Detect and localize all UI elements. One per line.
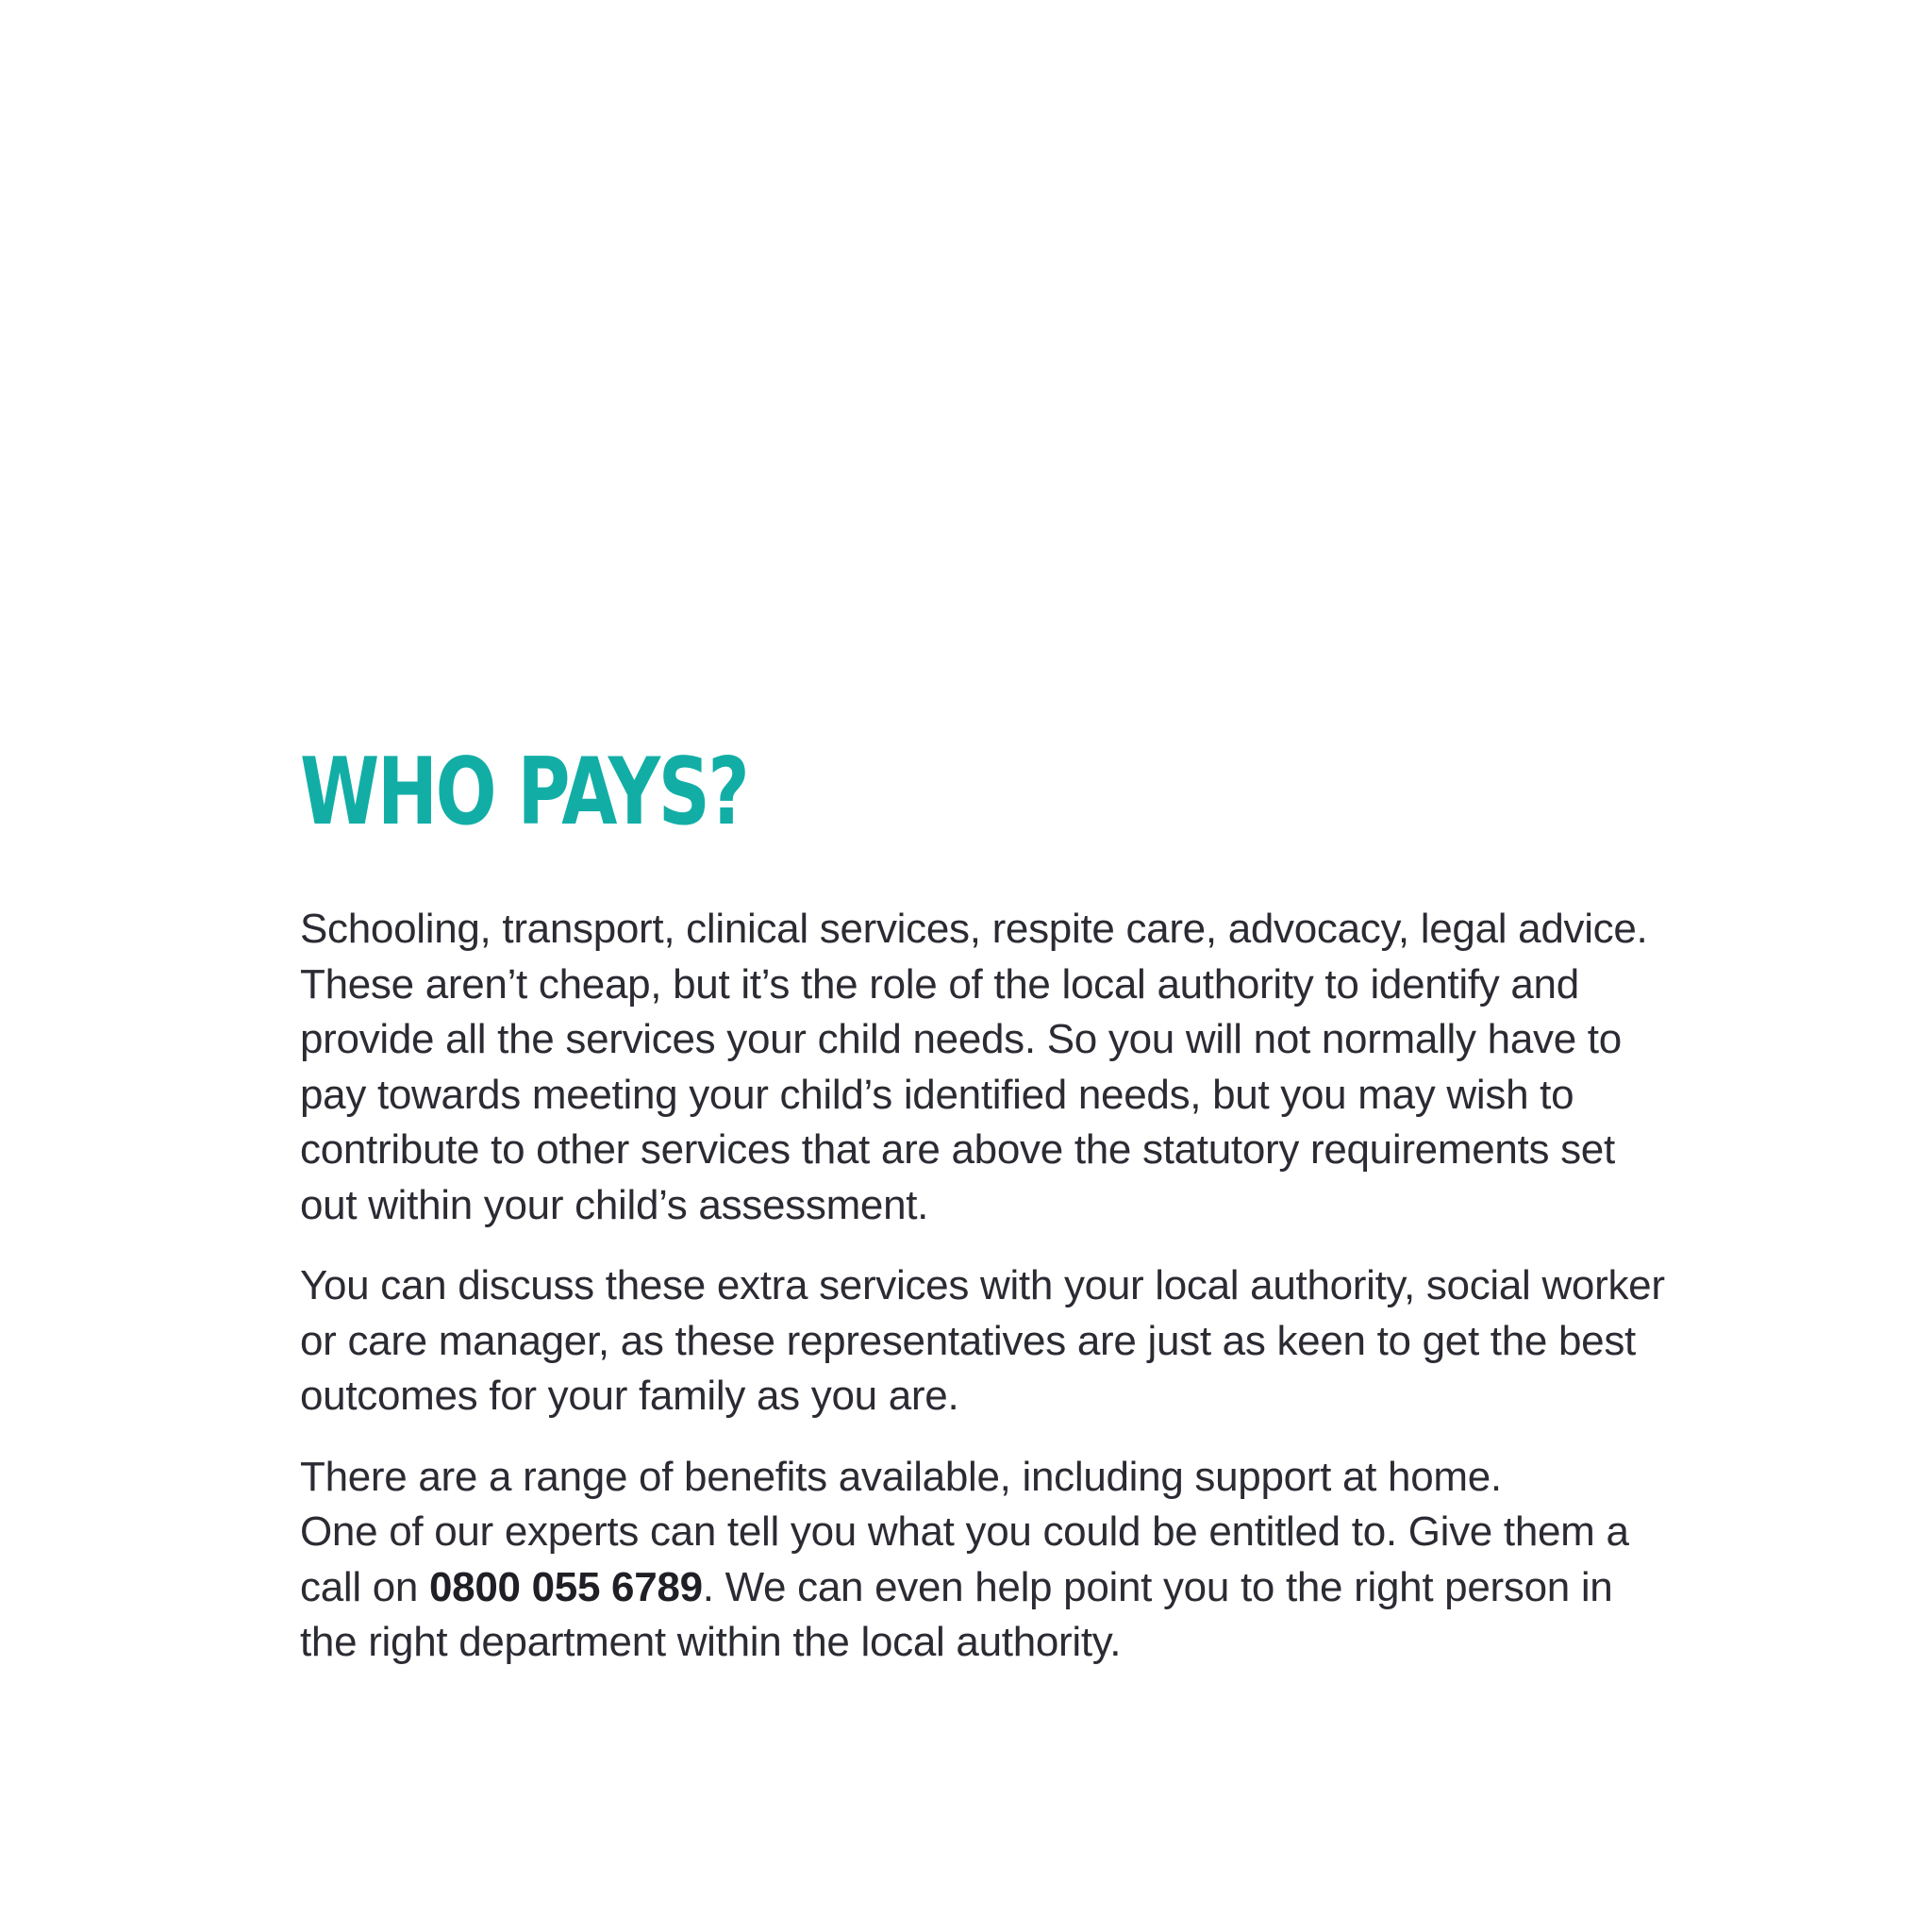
- paragraph-line: These aren’t cheap, but it’s the role of the local authority to identify and: [300, 960, 1579, 1008]
- paragraph-line: One of our experts can tell you what you could be entitled to. Give them a: [300, 1508, 1629, 1555]
- paragraph-line: out within your child’s assessment.: [300, 1181, 929, 1228]
- paragraph-line: Schooling, transport, clinical services, respite care, advocacy, legal advice.: [300, 906, 1648, 952]
- paragraph-line: pay towards meeting your child’s identified needs, but you may wish to: [300, 1071, 1574, 1118]
- paragraph-line-with-phone: [300, 1560, 1696, 1616]
- content-block: [300, 739, 1696, 1696]
- paragraph-2: [300, 1258, 1696, 1424]
- page-title: WHO PAYS?: [300, 739, 748, 846]
- paragraph-line: There are a range of benefits available, including support at home.: [300, 1453, 1502, 1500]
- paragraph-3: [300, 1450, 1696, 1671]
- paragraph-line: or care manager, as these representatives are just as keen to get the best: [300, 1317, 1636, 1364]
- paragraph-line: You can discuss these extra services with your local authority, social worker: [300, 1262, 1665, 1308]
- paragraph-line: outcomes for your family as you are.: [300, 1373, 959, 1419]
- paragraph-line: the right department within the local authority.: [300, 1619, 1122, 1665]
- phone-number: 0800 055 6789: [429, 1563, 703, 1610]
- call-prefix-text: call on: [300, 1563, 430, 1610]
- body-copy: [300, 902, 1696, 1671]
- paragraph-line: provide all the services your child needs. So you will not normally have to: [300, 1016, 1622, 1062]
- paragraph-line: contribute to other services that are above the statutory requirements set: [300, 1126, 1615, 1173]
- call-suffix-text: . We can even help point you to the right person in: [702, 1563, 1613, 1610]
- paragraph-1: [300, 902, 1696, 1233]
